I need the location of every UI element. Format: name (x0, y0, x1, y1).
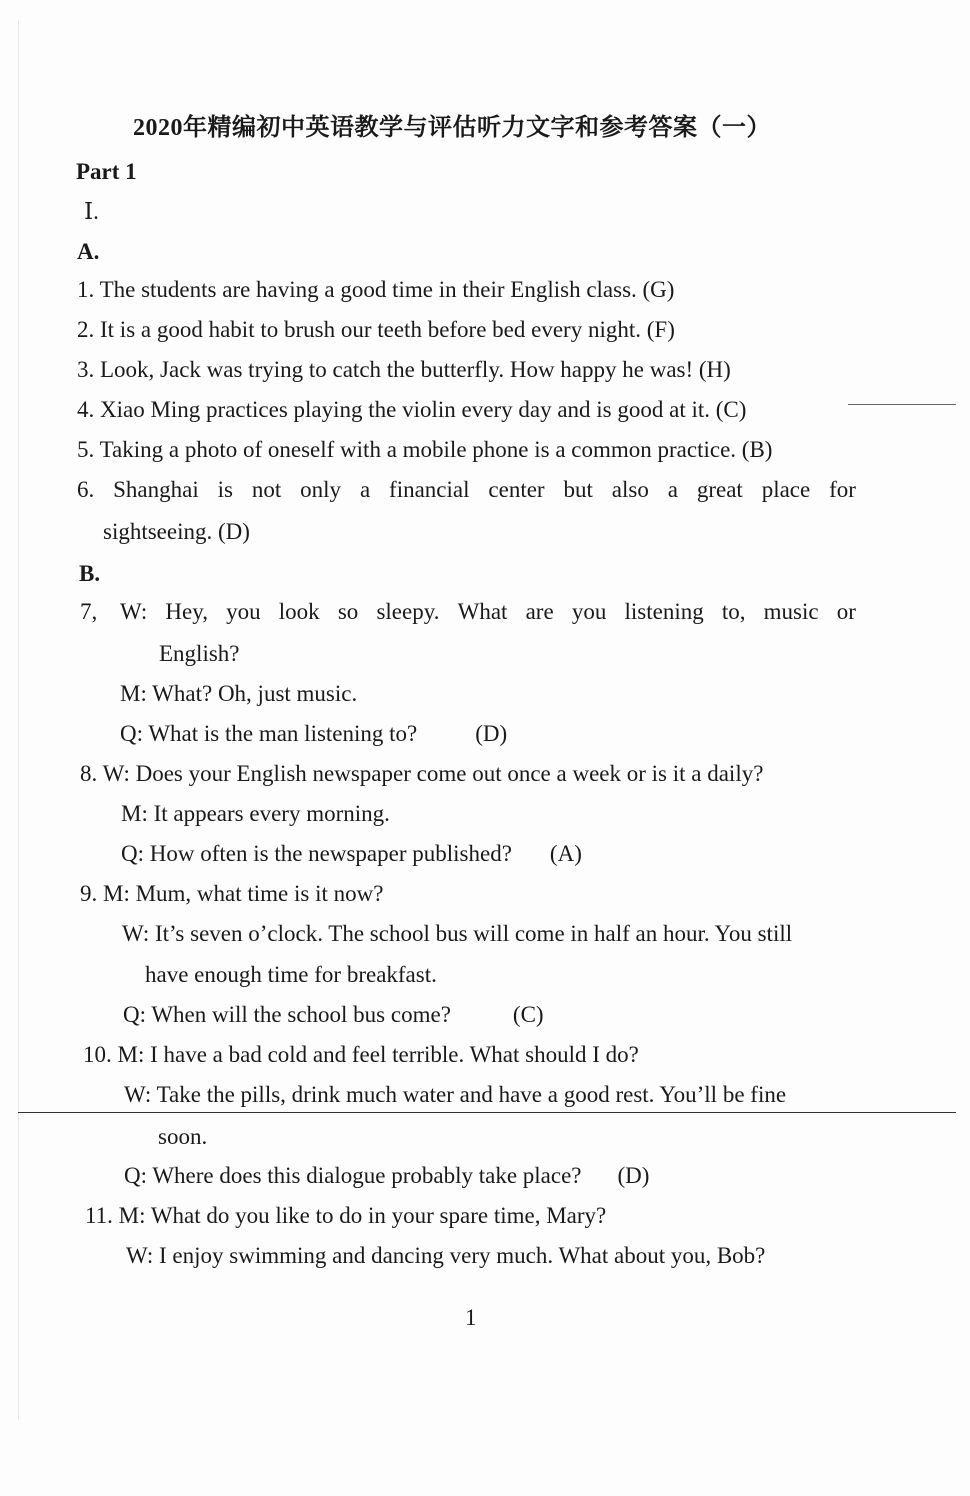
a-item-2: 2. It is a good habit to brush our teeth before bed every night. (F) (77, 317, 675, 342)
q8-question (121, 840, 582, 868)
q7-number: 7, (80, 599, 98, 624)
a6-word: a (667, 477, 678, 502)
a-item-1: 1. The students are having a good time in their English class. (G) (77, 277, 675, 302)
q7-word: look (278, 599, 320, 624)
q11-w-line: W: I enjoy swimming and dancing very much. What about you, Bob? (126, 1243, 766, 1268)
q7-word: you (226, 599, 261, 624)
q7-w-line (120, 598, 856, 626)
q7-word: W: (120, 599, 148, 624)
a6-word: not (251, 477, 282, 502)
fold-line (18, 1112, 956, 1113)
a-item-4: 4. Xiao Ming practices playing the violin every day and is good at it. (C) (77, 397, 747, 422)
q9-question (123, 1001, 544, 1029)
part-heading: Part 1 (76, 159, 137, 184)
a6-word: also (611, 477, 649, 502)
q8-w-line: 8. W: Does your English newspaper come out once a week or is it a daily? (80, 761, 764, 786)
q7-word: What (457, 599, 508, 624)
q11-m-line: 11. M: What do you like to do in your spare time, Mary? (85, 1203, 607, 1228)
a-item-6-line (77, 476, 856, 504)
a-item-3: 3. Look, Jack was trying to catch the butterfly. How happy he was! (H) (77, 357, 731, 382)
a6-word: great (696, 477, 743, 502)
q10-question-text: Q: Where does this dialogue probably take place? (124, 1163, 582, 1188)
q9-question-text: Q: When will the school bus come? (123, 1002, 451, 1027)
q10-m-line: 10. M: I have a bad cold and feel terrible. What should I do? (83, 1042, 639, 1067)
a6-word: Shanghai (113, 477, 199, 502)
page-edge-shadow (18, 20, 19, 1420)
a6-word: for (829, 477, 856, 502)
q7-word: you (571, 599, 607, 624)
q8-question-text: Q: How often is the newspaper published? (121, 841, 512, 866)
q10-w-line: W: Take the pills, drink much water and have a good rest. You’ll be fine (124, 1082, 787, 1107)
section-a-heading: A. (77, 239, 100, 264)
a6-word: financial (389, 477, 470, 502)
q7-question (120, 720, 507, 748)
q9-m-line: 9. M: Mum, what time is it now? (80, 881, 384, 906)
q7-w-continuation: English? (159, 641, 240, 666)
a6-word: but (563, 477, 593, 502)
a6-word: is (217, 477, 233, 502)
section-roman-heading: Ⅰ. (84, 199, 99, 224)
q10-w-continuation: soon. (158, 1124, 208, 1149)
q7-m-line: M: What? Oh, just music. (120, 681, 358, 706)
page-number: 1 (465, 1305, 477, 1330)
q8-answer: (A) (549, 841, 582, 866)
q7-word: music (763, 599, 819, 624)
a-item-6-continuation: sightseeing. (D) (103, 519, 250, 544)
a6-word: center (488, 477, 545, 502)
q10-question (124, 1162, 649, 1190)
q7-word: are (525, 599, 554, 624)
q9-w-continuation: have enough time for breakfast. (145, 962, 437, 987)
section-b-heading: B. (79, 561, 101, 586)
q7-word: so (337, 599, 359, 624)
q7-word: sleepy. (376, 599, 440, 624)
q10-answer: (D) (617, 1163, 650, 1188)
a6-word: a (359, 477, 371, 502)
q8-m-line: M: It appears every morning. (121, 801, 390, 826)
q7-word: listening (624, 599, 704, 624)
q7-word: Hey, (165, 599, 208, 624)
bleed-through-line (848, 404, 956, 405)
a6-word: place (761, 477, 811, 502)
q9-w-line: W: It’s seven o’clock. The school bus will come in half an hour. You still (122, 921, 793, 946)
q7-question-text: Q: What is the man listening to? (120, 721, 418, 746)
document-title: 2020年精编初中英语教学与评估听力文字和参考答案（一） (133, 115, 771, 141)
q7-word: or (836, 599, 856, 624)
q9-answer: (C) (512, 1002, 544, 1027)
q7-answer: (D) (475, 721, 508, 746)
q7-word: to, (721, 599, 746, 624)
a6-word: 6. (77, 477, 95, 502)
a-item-5: 5. Taking a photo of oneself with a mobile phone is a common practice. (B) (77, 437, 773, 462)
a6-word: only (300, 477, 342, 502)
